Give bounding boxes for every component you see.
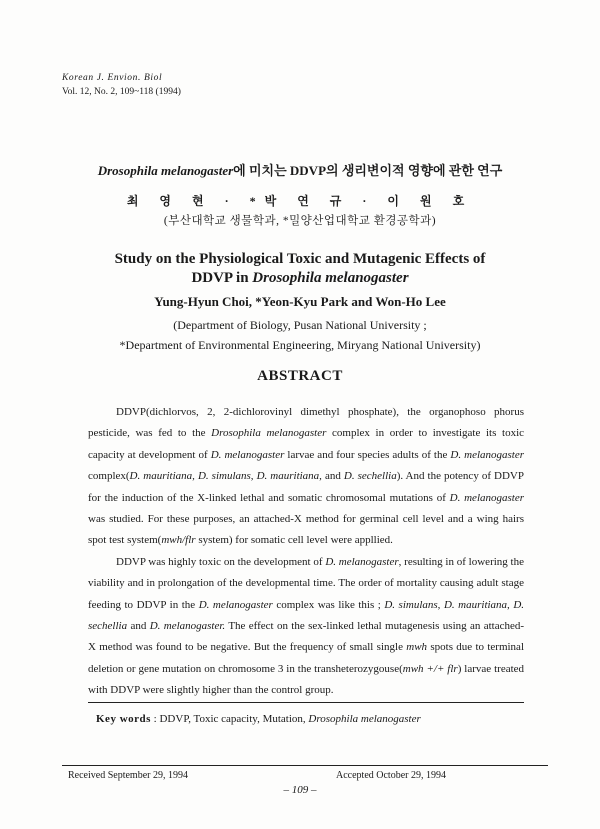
- english-title: [0, 250, 600, 288]
- abstract-heading: ABSTRACT: [257, 368, 343, 384]
- footer-rule: [62, 765, 548, 766]
- italic-run: D. melanogaster: [450, 448, 525, 461]
- keywords-top-rule: [88, 702, 524, 703]
- text-run: and: [321, 470, 344, 483]
- italic-run: D. melanogaster: [198, 598, 273, 611]
- keywords: [96, 713, 421, 725]
- text-run: complex was like this ;: [272, 598, 385, 611]
- english-affiliation-line2: *Department of Environmental Engineering, Miryang National University): [119, 338, 481, 352]
- abstract-paragraph-2: [88, 552, 524, 702]
- korean-authors: 최 영 현 · *박 연 규 · 이 원 호: [126, 194, 474, 208]
- italic-run: D. melanogaster: [210, 448, 285, 461]
- italic-run: D. simulans, D. mauritiana, D. sechellia: [88, 598, 525, 633]
- text-run: system) for somatic cell level were appllied.: [195, 534, 393, 547]
- accepted-date: Accepted October 29, 1994: [336, 770, 446, 781]
- keywords-separator: :: [150, 713, 160, 725]
- text-run: was studied. For these purposes, an attached-X method for germinal cell level and a wing hairs spot test system(: [88, 513, 524, 547]
- korean-title: [0, 160, 600, 179]
- abstract-paragraph-1: [88, 402, 524, 552]
- text-run: ). And the potency of DDVP for the induction of the X-linked lethal and somatic chromosomal mutations of: [88, 470, 524, 504]
- english-title-prefix: DDVP in: [191, 270, 253, 286]
- italic-run: D. sechellia: [343, 470, 397, 483]
- text-run: complex in order to investigate its toxic capacity at development of: [88, 427, 525, 461]
- english-title-species: Drosophila melanogaster: [252, 270, 409, 286]
- italic-run: mwh/flr: [161, 534, 196, 547]
- english-affiliation-line1: (Department of Biology, Pusan National University ;: [173, 318, 427, 332]
- italic-run: D. melanogaster: [449, 491, 524, 504]
- text-run: larvae and four species adults of the: [284, 448, 451, 461]
- italic-run: D. mauritiana, D. simulans, D. mauritiana,: [129, 470, 322, 483]
- abstract-body: [88, 402, 524, 702]
- text-run: ) larvae treated with DDVP were slightly higher than the control group.: [88, 662, 525, 697]
- text-run: spots due to terminal deletion or gene mutation on chromosome 3 in the transheterozygouse(: [88, 641, 524, 675]
- italic-run: D. melanogaster: [325, 555, 399, 568]
- english-authors: Yung-Hyun Choi, *Yeon-Kyu Park and Won-Ho Lee: [154, 294, 446, 309]
- italic-run: Drosophila melanogaster: [211, 427, 327, 440]
- english-title-line1: Study on the Physiological Toxic and Mutagenic Effects of: [114, 251, 486, 267]
- english-title-line2: [0, 269, 600, 288]
- text-run: The effect on the sex-linked lethal mutagenesis using an attached-X method was found to be negative. But the frequency of small single: [88, 620, 525, 654]
- text-run: DDVP was highly toxic on the development of: [116, 555, 326, 568]
- text-run: and: [127, 620, 150, 633]
- journal-info: [62, 71, 181, 99]
- journal-name: Korean J. Envion. Biol: [62, 73, 163, 83]
- korean-affiliation: (부산대학교 생물학과, *밀양산업대학교 환경공학과): [163, 215, 437, 227]
- received-date: Received September 29, 1994: [68, 770, 188, 781]
- page-number: – 109 –: [283, 784, 317, 796]
- keywords-italic: Drosophila melanogaster: [308, 713, 421, 725]
- text-run: complex(: [88, 470, 130, 483]
- keywords-plain: DDVP, Toxic capacity, Mutation,: [159, 713, 309, 725]
- italic-run: D. melanogaster.: [149, 620, 226, 633]
- text-run: DDVP(dichlorvos, 2, 2-dichlorovinyl dimethyl phosphate), the organophoso phorus pesticide, was fed to the: [88, 406, 524, 440]
- italic-run: mwh: [406, 641, 428, 654]
- english-affiliation: [0, 315, 600, 355]
- text-run: , resulting in of lowering the viability and in prolongation of the developmental time. The order of mortality causing adult stage feeding to DDVP in the: [88, 555, 524, 611]
- italic-run: mwh +/+ flr: [402, 662, 458, 675]
- korean-title-species: Drosophila melanogaster: [97, 163, 234, 178]
- keywords-label: Key words: [96, 713, 151, 725]
- journal-volume: Vol. 12, No. 2, 109~118 (1994): [62, 87, 181, 97]
- korean-title-rest: 에 미치는 DDVP의 생리변이적 영향에 관한 연구: [233, 163, 503, 178]
